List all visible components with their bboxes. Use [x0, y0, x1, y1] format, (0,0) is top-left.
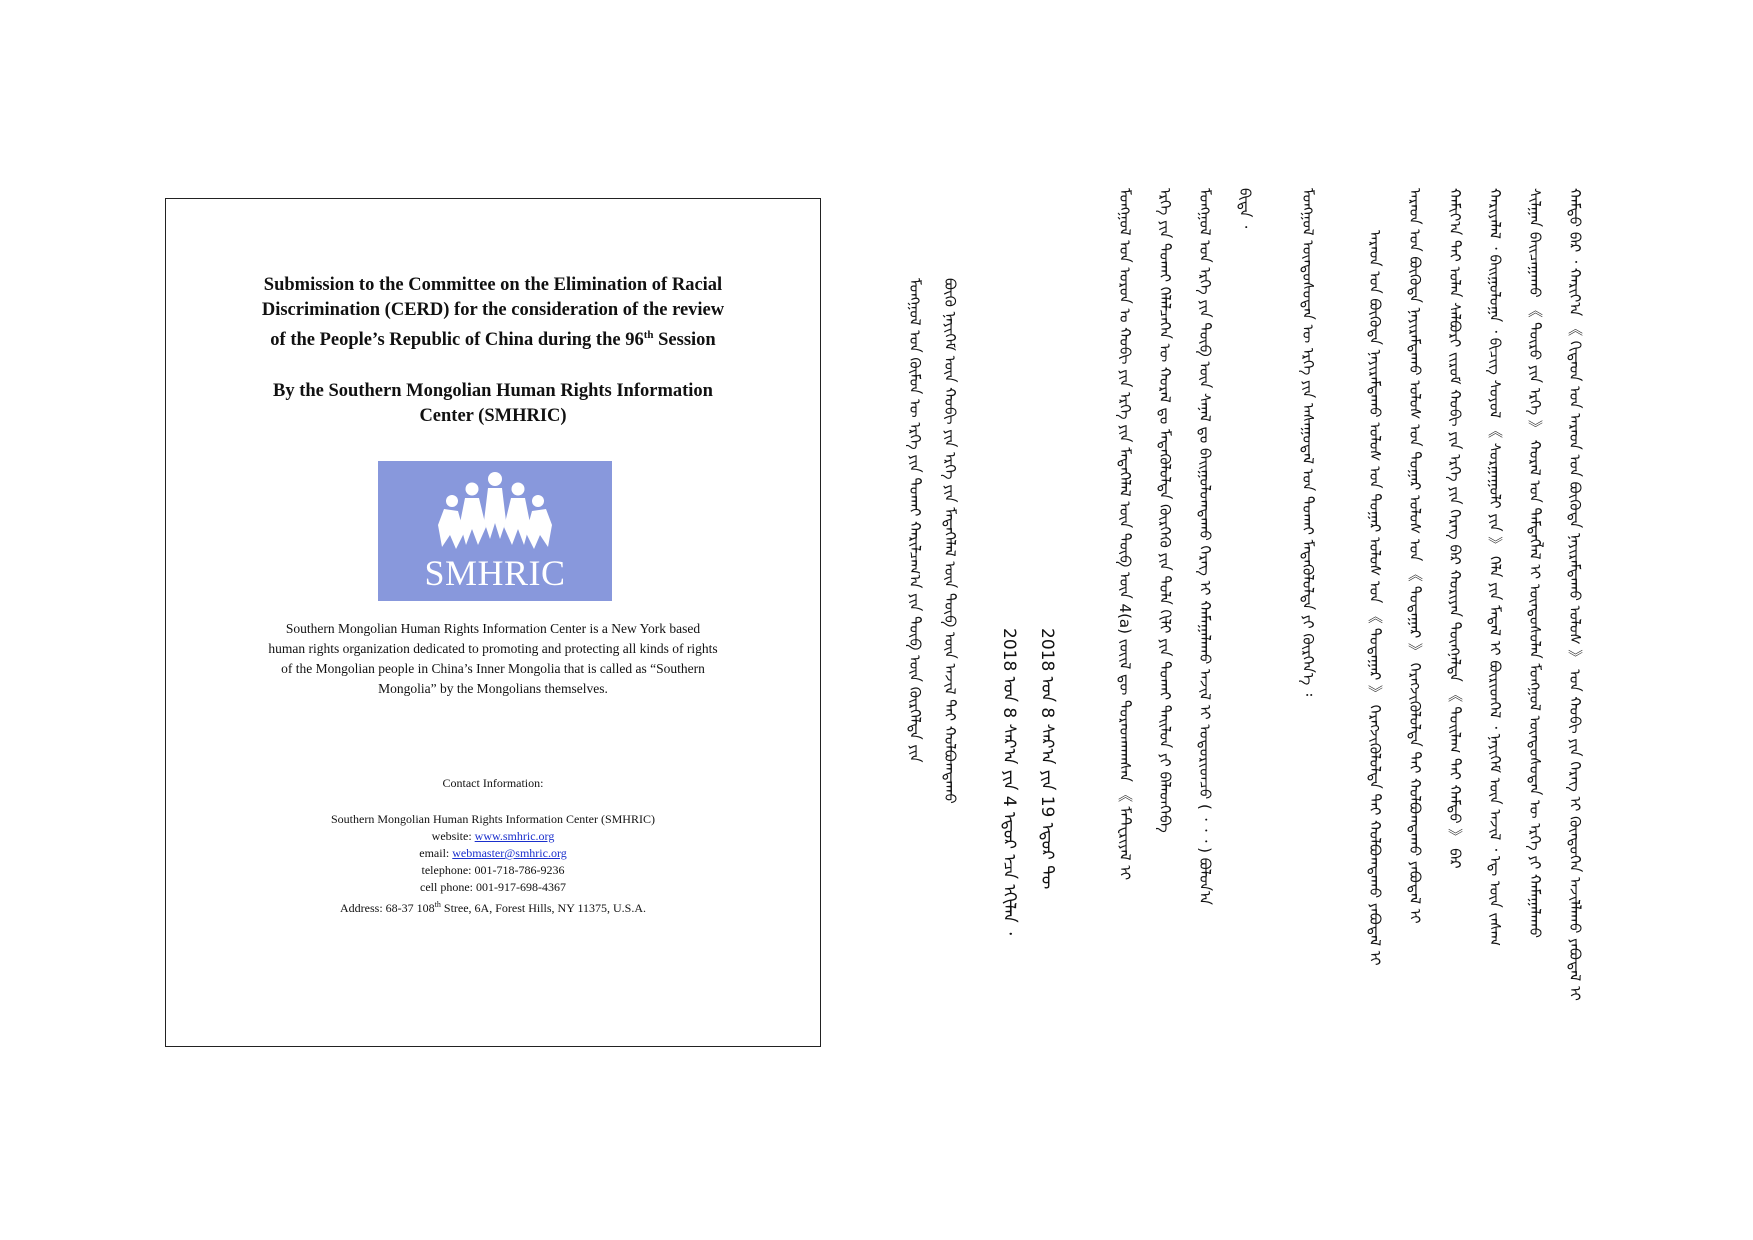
cover-byline — [166, 379, 820, 429]
mongolian-text-column: ᠠᠷᠠᠳ ᠤᠨ ᠪᠦᠭᠦᠳᠡ ᠨᠠᠶᠢᠷᠠᠮᠳᠠᠬᠤ ᠤᠯᠤᠰ ᠤᠨ ᠳᠤᠭᠠᠷ ᠤᠯᠤᠰ ᠤᠨ 《 ᠳᠤᠲᠠᠭᠠᠷ 》 ᠬᠡᠷᠡᠭᠵᠢᠭᠦᠯᠦᠯᠲᠡ ᠲᠠᠢ ᠬᠤᠯᠪᠤᠭᠳᠠᠬᠤ ᠶᠠᠪᠤᠳᠠᠯ ᠢ — [1366, 230, 1384, 966]
email-link[interactable]: webmaster@smhric.org — [452, 846, 567, 860]
mongolian-text-column: ᠬᠠᠷᠢᠶᠠᠯᠠᠯ ᠂ ᠪᠠᠢᠭᠤᠯᠤᠭᠠ ᠂ ᠪᠢᠴᠢᠭ ᠰᠤᠶᠤᠯ 《 ᠰᠤᠷᠭᠠᠭᠤᠯᠢ ᠶᠢᠨ 》 ᠬᠡᠯᠡ ᠶᠢᠨ ᠮᠡᠳᠡᠯ ᠢ ᠪᠦᠷᠢᠳᠬᠡᠯ ᠂ ᠨᠡᠶᠢᠭᠡᠮ ᠦᠨ ᠠᠵᠢᠯ ᠂ ᠡᠳ᠋ ᠦᠨ ᠵᠠᠰᠠᠭ — [1486, 188, 1504, 947]
date-line: 2018 ᠤᠨ 8 ᠰᠠᠷ᠎ᠠ ᠶᠢᠨ 19 ᠡᠳᠦᠷ ᠲᠦ — [1037, 628, 1057, 890]
description-line: Southern Mongolian Human Rights Information Center is a New York based — [285, 621, 701, 636]
mongolian-text-column: ᠬᠠᠮᠲᠤ ᠪᠠᠷ ᠂ ᠬᠠᠷᠢᠶ᠎ᠠ 《 ᠬᠢᠲᠠᠳ ᠤᠨ ᠠᠷᠠᠳ ᠤᠨ ᠪᠦᠭᠦᠳᠡ ᠨᠠᠶᠢᠷᠠᠮᠳᠠᠬᠤ ᠤᠯᠤᠰ 》 ᠤᠨ ᠬᠤᠪᠢ ᠶᠢᠨ ᠬᠡᠷᠡᠭ ᠢ ᠬᠦᠨᠳᠦᠭᠡᠨ ᠠᠵᠢᠯᠯᠠᠬᠤ ᠶᠠᠪᠤᠳᠠᠯ ᠢ — [1566, 188, 1584, 1001]
mongolian-text-column: ᠮᠤᠩᠭᠤᠯ ᠤᠨ ᠬᠦᠮᠦᠨ ᠦ ᠡᠷᠬᠡ ᠶᠢᠨ ᠲᠤᠬᠠᠢ ᠬᠠᠷᠢᠯᠴᠠᠭ᠎ᠠ ᠶᠢᠨ ᠲᠦᠪ ᠦᠨ ᠬᠦᠷᠭᠡᠯᠲᠡ ᠶᠢᠨ — [906, 278, 924, 763]
cover-title — [166, 273, 820, 353]
org-name: Southern Mongolian Human Rights Information Center (SMHRIC) — [331, 812, 655, 826]
cell-phone: cell phone: 001-917-698-4367 — [420, 880, 566, 894]
logo-wordmark: SMHRIC — [424, 553, 566, 593]
mongolian-text-column: ᠮᠤᠩᠭᠤᠯ ᠦᠨᠳᠦᠰᠦᠲᠡᠨ ᠦ ᠡᠷᠬᠡ ᠶᠢᠨ ᠠᠰᠠᠭᠤᠳᠠᠯ ᠤᠨ ᠲᠤᠬᠠᠢ ᠮᠡᠳᠡᠭᠦᠯᠦᠯᠲᠡ ᠶᠢ ᠬᠦᠷᠭᠡᠨ᠎ᠡ ᠄ — [1299, 188, 1317, 697]
date-line: 2018 ᠤᠨ 8 ᠰᠠᠷ᠎ᠠ ᠶᠢᠨ 4 ᠡᠳᠦᠷ ᠡᠴᠡ ᠡᠬᠢᠯᠡᠨ ᠂ — [999, 628, 1019, 935]
mongolian-text-column: ᠮᠤᠩᠭᠤᠯ ᠤᠨ ᠡᠷᠬᠡ ᠶᠢᠨ ᠲᠦᠪ ᠦᠨ ᠰᠠᠨᠠᠯ ᠳᠤ ᠪᠠᠢᠭᠤᠯᠤᠭᠳᠠᠬᠤ ᠬᠡᠷᠡᠭ ᠢ ᠬᠠᠮᠠᠭᠠᠯᠠᠬᠤ ᠠᠵᠢᠯ ᠢ ᠤᠳᠤᠷᠢᠳᠴᠤ ( ᠂ ᠂ ᠂ ) ᠪᠤᠯᠤᠨ᠎ᠠ — [1196, 188, 1214, 905]
mongolian-text-column: ᠮᠤᠩᠭᠤᠯ ᠤᠨ ᠤᠷᠤᠨ ᠤ ᠬᠤᠪᠢ ᠶᠢᠨ ᠡᠷᠬᠡ ᠶᠢᠨ ᠮᠡᠳᠡᠭᠡᠯᠡᠯ ᠦᠨ ᠲᠦᠪ ᠦᠨ 4(a) ᠵᠦᠢᠯ ᠳᠦ ᠳᠤᠷᠠᠳᠬᠠᠭᠰᠠᠨ 《 ᠮᠠᠲᠧᠷᠢᠶᠠᠯ ᠢ — [1116, 188, 1134, 881]
contact-heading: Contact Information: — [442, 776, 544, 790]
mongolian-text-column: ᠪᠦᠬᠦ ᠨᠡᠶᠢᠭᠡᠮ ᠦᠨ ᠬᠤᠪᠢ ᠶᠢᠨ ᠡᠷᠬᠡ ᠶᠢᠨ ᠮᠡᠳᠡᠭᠡᠯᠡᠯ ᠦᠨ ᠲᠦᠪ ᠦᠨ ᠠᠵᠢᠯ ᠲᠠᠢ ᠬᠤᠯᠪᠤᠭᠳᠠᠬᠤ — [941, 278, 959, 804]
mongolian-text-column: ᠰᠢᠯᠭᠠᠨ ᠪᠠᠢᠴᠠᠭᠠᠬᠤ 《 ᠲᠦᠷᠦ ᠶᠢᠨ ᠡᠷᠬᠡ 》 ᠬᠤᠷᠠᠯ ᠤᠨ ᠲᠡᠮᠳᠡᠭᠯᠡᠯ ᠢ ᠦᠨᠳᠦᠰᠦᠯᠡᠨ ᠮᠤᠩᠭᠤᠯ ᠦᠨᠳᠦᠰᠦᠲᠡᠨ ᠦ ᠡᠷᠬᠡ ᠶᠢ ᠬᠠᠮᠠᠭᠠᠯᠠᠬᠤ — [1526, 188, 1544, 938]
address: Address: 68-37 108th Stree, 6A, Forest Hills, NY 11375, U.S.A. — [339, 900, 646, 915]
website-link[interactable]: www.smhric.org — [474, 829, 555, 843]
title-line-3: of the People’s Republic of China during the 96th Session — [270, 329, 716, 351]
submission-cover-page — [165, 198, 821, 1047]
mongolian-text-column: ᠬᠠᠮᠢᠶ᠎ᠠ ᠲᠠᠢ ᠤᠯᠠᠨ ᠰᠠᠯᠪᠤᠷᠢ ᠵᠢᠷᠤᠮ ᠬᠤᠪᠢ ᠶᠢᠨ ᠡᠷᠬᠡ ᠶᠢᠨ ᠬᠡᠷᠡᠭ ᠪᠠᠷ ᠬᠤᠷᠢᠶᠠᠨ ᠳᠦᠩᠨᠡᠯᠲᠡ 《 ᠲᠤᠢᠯᠠᠭ ᠲᠠᠢ ᠬᠠᠮᠲᠤ 》 ᠪᠠᠷ — [1446, 188, 1464, 869]
email-row: email: webmaster@smhric.org — [419, 846, 567, 860]
title-line-1: Submission to the Committee on the Elimination of Racial — [263, 275, 723, 295]
byline-line-1: By the Southern Mongolian Human Rights Information — [273, 381, 713, 401]
smhric-logo — [378, 461, 612, 601]
byline-line-2: Center (SMHRIC) — [419, 406, 567, 426]
mongolian-text-column: ᠡᠷᠬᠡ ᠶᠢᠨ ᠲᠤᠬᠠᠢ ᠬᠡᠯᠡᠯᠴᠡᠭᠡᠨ ᠦ ᠬᠤᠷᠠᠯ ᠳᠤ ᠮᠡᠳᠡᠭᠦᠯᠦᠯᠲᠡ ᠬᠦᠷᠭᠡᠬᠦ ᠶᠢᠨ ᠲᠤᠯᠠ ᠬᠢᠯᠢ ᠶᠢᠨ ᠲᠤᠬᠠᠢ ᠲᠠᠢᠯᠤᠨ ᠶᠢ ᠪᠡᠯᠡᠳᠬᠡᠪᠡ — [1156, 188, 1174, 833]
mongolian-text-column: ᠪᠢᠳᠡ ᠂ — [1236, 188, 1254, 229]
website-row: website: www.smhric.org — [431, 829, 555, 843]
title-line-2: Discrimination (CERD) for the consideration of the review — [261, 300, 725, 320]
contact-block — [166, 811, 820, 917]
description-line: Mongolia” by the Mongolians themselves. — [378, 681, 608, 696]
description-line: human rights organization dedicated to promoting and protecting all kinds of rights — [268, 641, 718, 656]
description-line: of the Mongolian people in China’s Inner Mongolia that is called as “Southern — [281, 661, 705, 676]
mongolian-text-column: ᠠᠷᠠᠳ ᠤᠨ ᠪᠦᠭᠦᠳᠡ ᠨᠠᠶᠢᠷᠠᠮᠳᠠᠬᠤ ᠤᠯᠤᠰ ᠤᠨ ᠳᠤᠭᠠᠷ ᠤᠯᠤᠰ ᠤᠨ 《 ᠳᠤᠲᠠᠭᠠᠷ 》 ᠬᠡᠷᠡᠭᠵᠢᠭᠦᠯᠦᠯᠲᠡ ᠲᠠᠢ ᠬᠤᠯᠪᠤᠭᠳᠠᠬᠤ ᠶᠠᠪᠤᠳᠠᠯ ᠢ — [1406, 188, 1424, 924]
organization-description — [226, 619, 760, 699]
telephone: telephone: 001-718-786-9236 — [421, 863, 565, 877]
